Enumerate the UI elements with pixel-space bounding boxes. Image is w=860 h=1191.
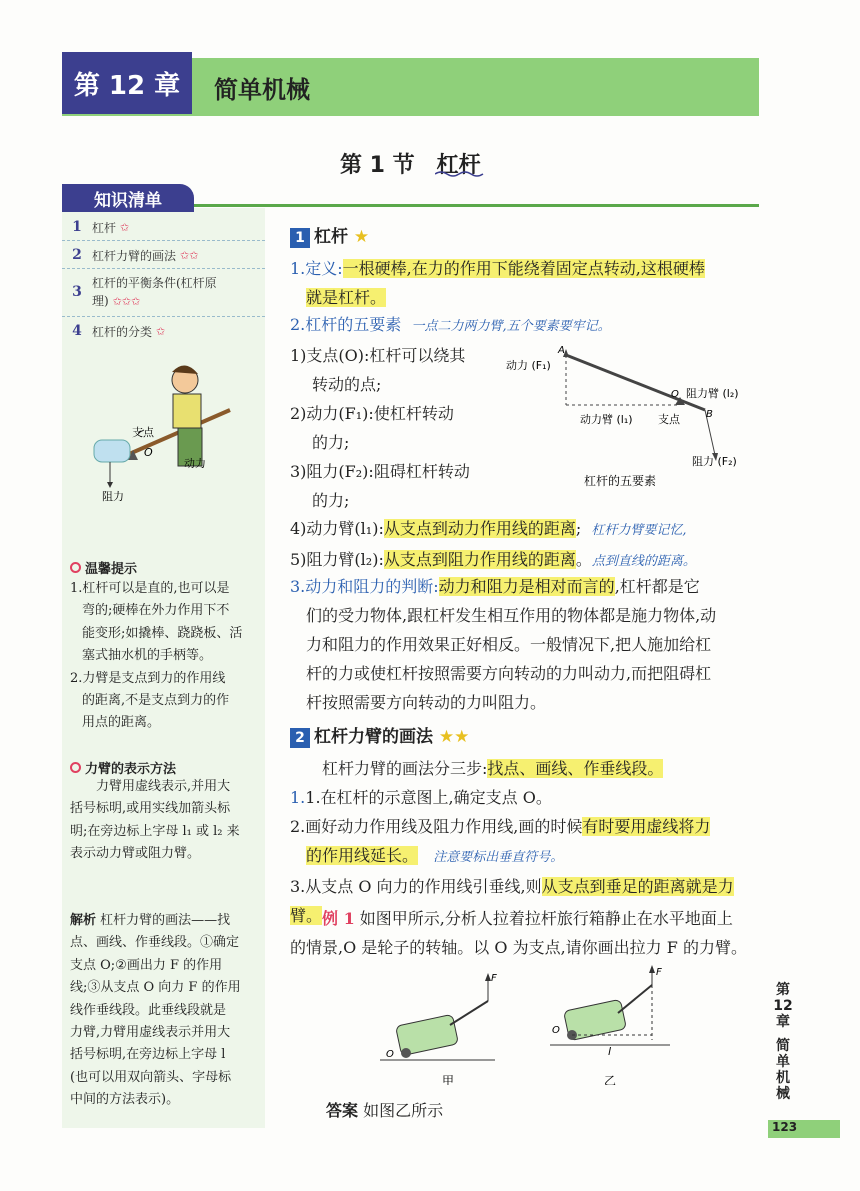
- svg-text:甲: 甲: [442, 1074, 455, 1085]
- toc-item: 2 杠杆力臂的画法 ✩✩: [72, 247, 199, 263]
- svg-text:杠杆的五要素: 杠杆的五要素: [584, 474, 657, 488]
- o-label: O: [144, 446, 153, 459]
- svg-text:F: F: [491, 973, 497, 984]
- person-lever-illustration: [80, 360, 250, 510]
- arm-drawing-steps: 杠杆力臂的画法分三步:找点、画线、作垂线段。 1.1.在杠杆的示意图上,确定支点 O。 2.画好动力作用线及阻力作用线,画的时候有时要用虚线将力 的作用线延长。 注意要标出垂直符号。 3.从支点 O 向力的作用线引垂线,则从支点到垂足的距离就是力臂。: [290, 759, 734, 925]
- svg-text:阻力 (F₂): 阻力 (F₂): [692, 455, 737, 468]
- wave-underline: [435, 170, 485, 178]
- svg-text:动力臂 (l₁): 动力臂 (l₁): [580, 413, 633, 426]
- example-1: 例 1 如图甲所示,分析人拉着拉杆旅行箱静止在水平地面上 的情景,O 是轮子的转轴。以 O 为支点,请你画出拉力 F 的力臂。: [290, 909, 747, 957]
- tip-heading: 温馨提示: [70, 558, 137, 577]
- toc-divider: [62, 240, 265, 242]
- section1-heading: 1 杠杆 ★: [290, 222, 369, 248]
- svg-text:A: A: [558, 345, 565, 356]
- five-elements-list: 1)支点(O):杠杆可以绕其 转动的点; 2)动力(F₁):使杠杆转动 的力; 3)阻力(F₂):阻碍杠杆转动 的力;: [290, 346, 470, 510]
- tip-heading: 力臂的表示方法: [70, 758, 176, 777]
- toc-item: 3 杠杆的平衡条件(杠杆原理) ✩✩✩: [72, 275, 217, 308]
- figure-a-suitcase: [370, 965, 500, 1085]
- five-elements-heading: 2.杠杆的五要素 一点二力两力臂,五个要素要牢记。: [290, 315, 611, 334]
- answer: 答案 如图乙所示: [326, 1101, 444, 1120]
- svg-text:B: B: [706, 409, 713, 420]
- section2-heading: 2 杠杆力臂的画法 ★★: [290, 722, 469, 748]
- force-judgement: 3.动力和阻力的判断:动力和阻力是相对而言的,杠杆都是它 们的受力物体,跟杠杆发生相互作用的物体都是施力物体,动 力和阻力的作用效果正好相反。一般情况下,把人施加给杠 杆的力或使杠杆按照需要方向转动的力叫动力,而把阻碍杠 杆按照需要方向转动的力叫阻力。: [290, 577, 717, 712]
- svg-text:l: l: [608, 1045, 612, 1058]
- figure-b-suitcase: [540, 965, 680, 1085]
- chapter-number: 第 12 章: [62, 52, 192, 114]
- fulcrum-label: 支点: [132, 426, 154, 439]
- definition: 1.定义:一根硬棒,在力的作用下能绕着固定点转动,这根硬棒 就是杠杆。: [290, 259, 705, 307]
- tip-text: 1.杠杆可以是直的,也可以是 弯的;硬棒在外力作用下不 能变形;如撬棒、跷跷板、活 塞式抽水机的手柄等。 2.力臂是支点到力的作用线 的距离,不是支点到力的作 用点的距离。: [70, 581, 243, 731]
- lever-five-elements-diagram: [500, 345, 760, 495]
- chapter-title: 简单机械: [214, 76, 310, 104]
- svg-text:乙: 乙: [604, 1074, 617, 1085]
- chapter-side-tab: 第 12 章 简 单 机 械: [773, 982, 793, 1102]
- toc-item: 4 杠杆的分类 ✩: [72, 323, 166, 339]
- resistance-label: 阻力: [102, 490, 124, 503]
- page-number: 123: [768, 1120, 840, 1138]
- svg-text:阻力臂 (l₂): 阻力臂 (l₂): [686, 387, 739, 400]
- svg-text:动力 (F₁): 动力 (F₁): [506, 359, 551, 372]
- svg-text:O: O: [671, 389, 679, 400]
- analysis-text: 解析 杠杆力臂的画法——找 点、画线、作垂线段。①确定 支点 O;②画出力 F 的作用 线;③从支点 O 向力 F 的作用 线作垂线段。此垂线段就是 力臂,力臂用虚线表示并用大 括号标明,在旁边标上字母 l (也可以用双向箭头、字母标 中间的方法表示)。: [70, 913, 241, 1108]
- arm-definitions: 4)动力臂(l₁):从支点到动力作用线的距离; 杠杆力臂要记忆, 5)阻力臂(l₂):从支点到阻力作用线的距离。点到直线的距离。: [290, 519, 696, 569]
- svg-text:O: O: [386, 1049, 394, 1060]
- toc-divider: [62, 268, 265, 270]
- knowledge-list-tab: 知识清单: [62, 184, 194, 212]
- svg-text:支点: 支点: [658, 413, 680, 426]
- effort-label: 动力: [184, 457, 206, 470]
- svg-text:O: O: [552, 1025, 560, 1036]
- toc-divider: [62, 316, 265, 318]
- svg-text:F: F: [656, 967, 662, 978]
- section-title: 第 1 节 杠杆: [340, 153, 481, 178]
- tip-text: 力臂用虚线表示,并用大 括号标明,或用实线加箭头标 明;在旁边标上字母 l₁ 或 l₂ 来 表示动力臂或阻力臂。: [70, 779, 240, 862]
- toc-item: 1 杠杆 ✩: [72, 219, 130, 235]
